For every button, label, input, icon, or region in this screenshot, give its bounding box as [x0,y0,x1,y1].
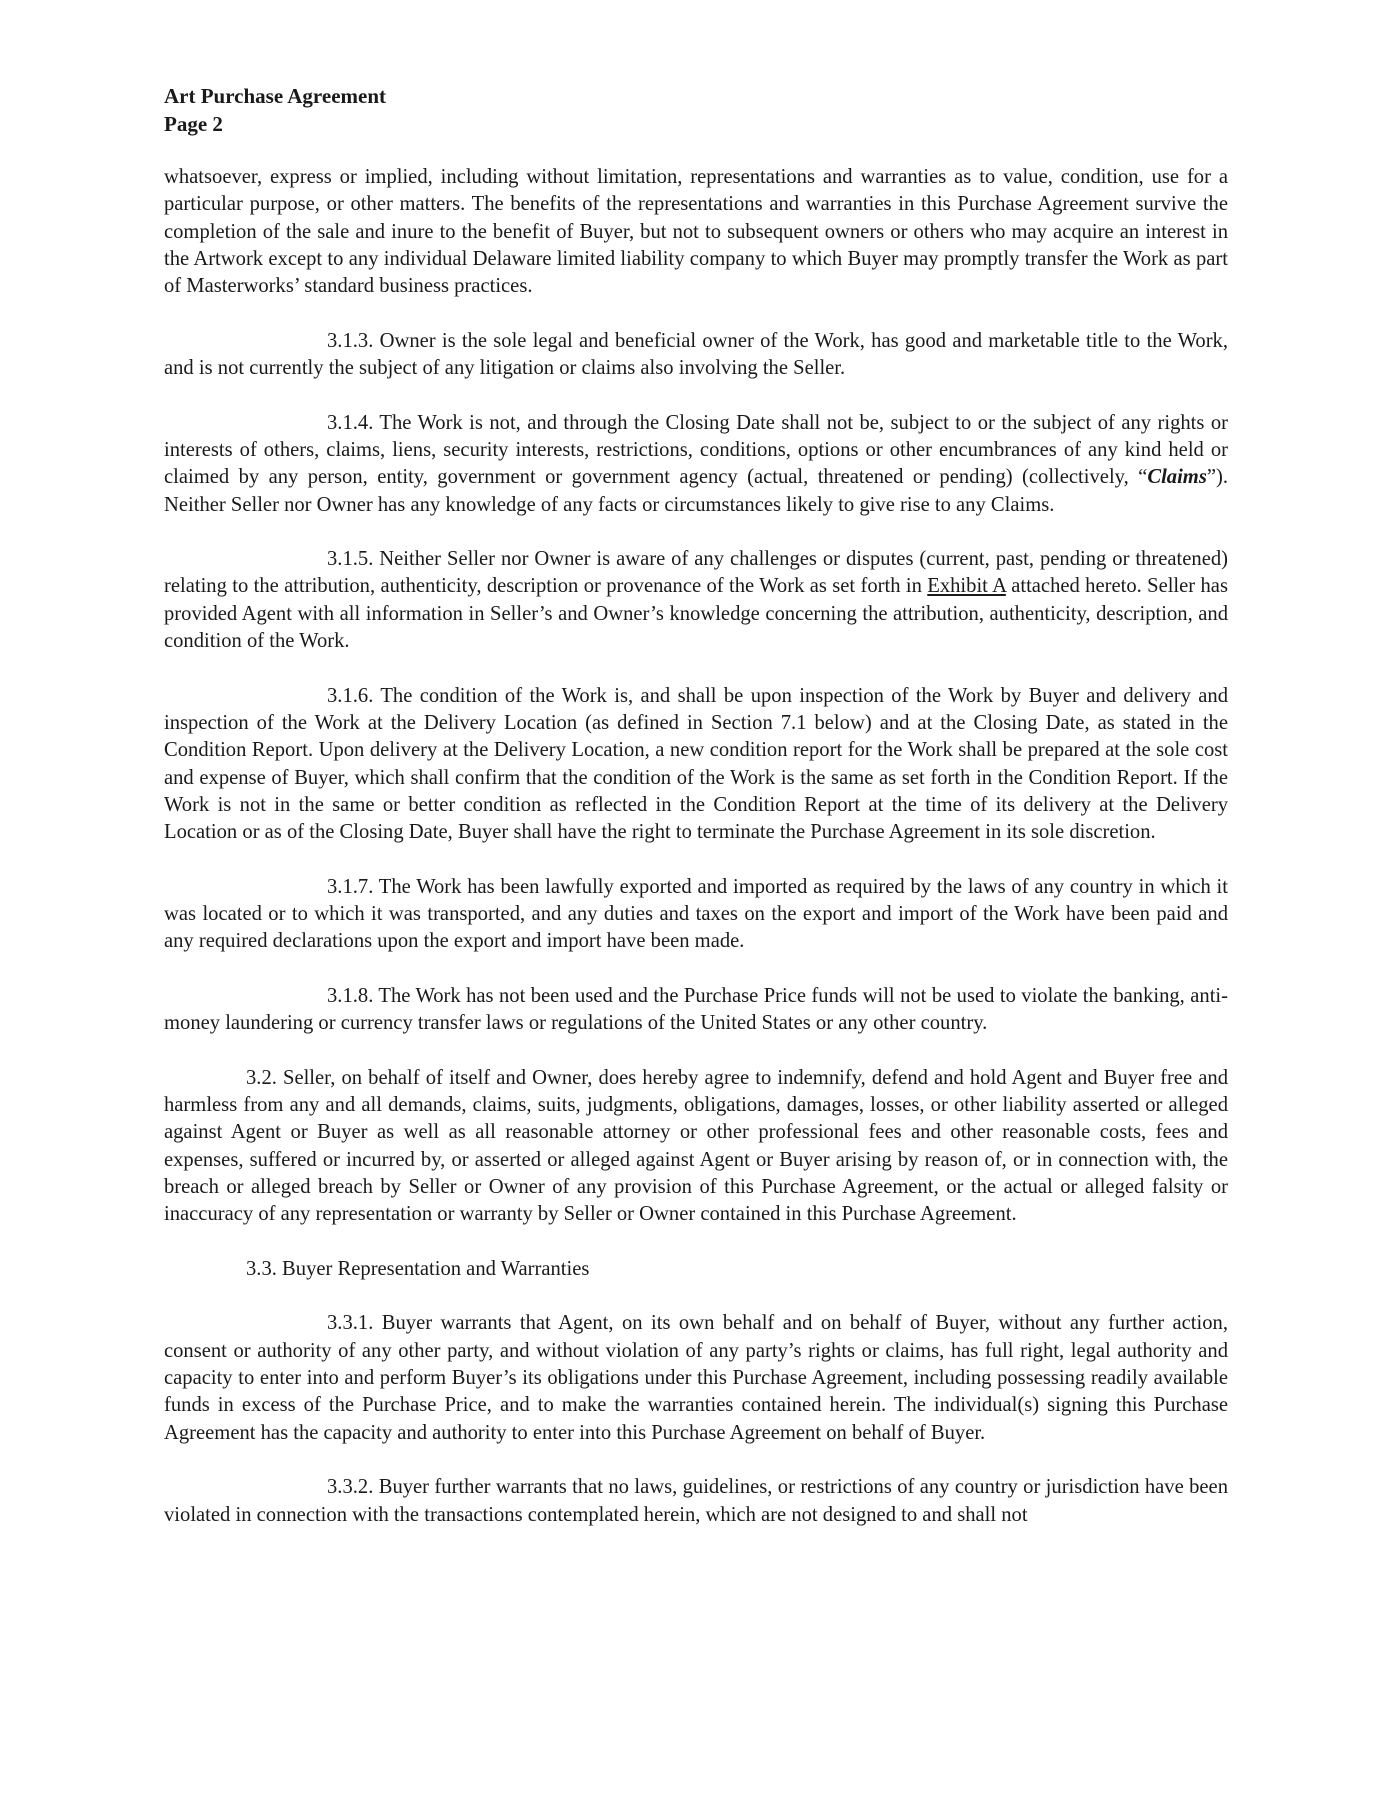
paragraph-3-1-4-text-a: 3.1.4. The Work is not, and through the Closing Date shall not be, subject to or the subject of any rights or interests of others, claims, liens, security interests, restrictions, conditions, options or other encumbrances of any kind held or claimed by any person, entity, government or government agency (actual, threatened or pending) (collectively, “ [164,411,1228,489]
paragraph-3-1-5 [164,546,1228,655]
paragraph-3-1-5-text-a: 3.1.5. Neither Seller nor Owner is aware of any challenges or disputes (current, past, pending or threatened) relating to the attribution, authenticity, description or provenance of the Work as set forth in [164,548,1228,598]
page-header [164,82,386,138]
paragraph-continuation: whatsoever, express or implied, including without limitation, representations and warranties as to value, condition, use for a particular purpose, or other matters. The benefits of the representations and warranties in this Purchase Agreement survive the completion of the sale and inure to the benefit of Buyer, but not to subsequent owners or others who may acquire an interest in the Artwork except to any individual Delaware limited liability company to which Buyer may promptly transfer the Work as part of Masterworks’ standard business practices. [164,166,1228,298]
exhibit-a-reference: Exhibit A [927,575,1006,598]
document-title: Art Purchase Agreement [164,84,386,108]
paragraph-3-1-6: 3.1.6. The condition of the Work is, and shall be upon inspection of the Work by Buyer and delivery and inspection of the Work at the Delivery Location (as defined in Section 7.1 below) and at the Closing Date, as stated in the Condition Report. Upon delivery at the Delivery Location, a new condition report for the Work shall be prepared at the sole cost and expense of Buyer, which shall confirm that the condition of the Work is the same as set forth in the Condition Report. If the Work is not in the same or better condition as reflected in the Condition Report at the time of its delivery at the Delivery Location or as of the Closing Date, Buyer shall have the right to terminate the Purchase Agreement in its sole discretion. [164,684,1228,844]
section-heading-3-3: 3.3. Buyer Representation and Warranties [246,1257,590,1280]
paragraph-3-3-1: 3.3.1. Buyer warrants that Agent, on its own behalf and on behalf of Buyer, without any further action, consent or authority of any other party, and without violation of any party’s rights or claims, has full right, legal authority and capacity to enter into and perform Buyer’s its obligations under this Purchase Agreement, including possessing readily available funds in excess of the Purchase Price, and to make the warranties contained herein. The individual(s) signing this Purchase Agreement has the capacity and authority to enter into this Purchase Agreement on behalf of Buyer. [164,1312,1228,1444]
paragraph-3-1-4-text-b: ”). Neither Seller nor Owner has any knowledge of any facts or circumstances likely to give rise to any Claims. [164,466,1228,516]
paragraph-3-1-5-text-b: attached hereto. Seller has provided Agent with all information in Seller’s and Owner’s knowledge concerning the attribution, authenticity, description, and condition of the Work. [164,575,1228,653]
paragraph-3-1-7: 3.1.7. The Work has been lawfully exported and imported as required by the laws of any country in which it was located or to which it was transported, and any duties and taxes on the export and import of the Work have been paid and any required declarations upon the export and import have been made. [164,875,1228,953]
paragraph-3-1-4 [164,410,1228,519]
page-number: Page 2 [164,112,223,136]
document-body [164,164,1228,1556]
paragraph-3-2: 3.2. Seller, on behalf of itself and Owner, does hereby agree to indemnify, defend and hold Agent and Buyer free and harmless from any and all demands, claims, suits, judgments, obligations, damages, losses, or other liability asserted or alleged against Agent or Buyer as well as all reasonable attorney or other professional fees and other reasonable costs, fees and expenses, suffered or incurred by, or asserted or alleged against Agent or Buyer arising by reason of, or in connection with, the breach or alleged breach by Seller or Owner of any provision of this Purchase Agreement, or the actual or alleged falsity or inaccuracy of any representation or warranty by Seller or Owner contained in this Purchase Agreement. [164,1066,1228,1226]
paragraph-3-1-3: 3.1.3. Owner is the sole legal and beneficial owner of the Work, has good and marketable title to the Work, and is not currently the subject of any litigation or claims also involving the Seller. [164,329,1228,380]
paragraph-3-3-2: 3.3.2. Buyer further warrants that no laws, guidelines, or restrictions of any country or jurisdiction have been violated in connection with the transactions contemplated herein, which are not designed to and shall not [164,1476,1228,1526]
defined-term-claims: Claims [1147,466,1207,489]
paragraph-3-1-8: 3.1.8. The Work has not been used and the Purchase Price funds will not be used to violate the banking, anti-money laundering or currency transfer laws or regulations of the United States or any other country. [164,984,1228,1035]
